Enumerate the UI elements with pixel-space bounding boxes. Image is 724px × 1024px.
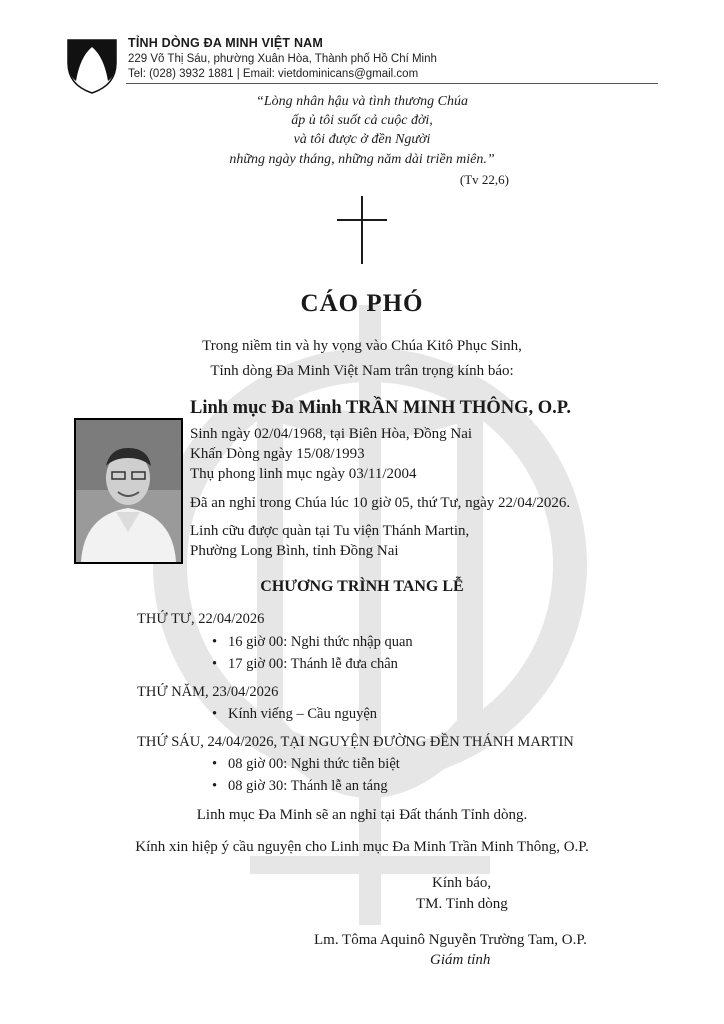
quote-reference: (Tv 22,6) <box>459 172 509 187</box>
quote-line: ấp ủ tôi suốt cả cuộc đời, <box>291 113 433 128</box>
header-divider <box>126 83 658 84</box>
prayer-request: Kính xin hiệp ý cầu nguyện cho Linh mục Đa Minh Trần Minh Thông, O.P. <box>135 839 589 855</box>
cross-icon-bar <box>337 219 387 221</box>
program-day: THỨ TƯ, 22/04/2026 <box>137 611 265 627</box>
program-item: • Kính viếng – Cầu nguyện <box>212 706 377 723</box>
deceased-name: Linh mục Đa Minh TRẦN MINH THÔNG, O.P. <box>190 398 572 418</box>
quote-line: và tôi được ở đền Người <box>293 132 431 147</box>
bio-passed: Đã an nghỉ trong Chúa lúc 10 giờ 05, thứ Tư, ngày 22/04/2026. <box>190 495 571 511</box>
org-name: TỈNH DÒNG ĐA MINH VIỆT NAM <box>128 36 324 50</box>
intro-line: Tỉnh dòng Đa Minh Việt Nam trân trọng kính báo: <box>210 363 514 379</box>
program-title: CHƯƠNG TRÌNH TANG LỄ <box>260 578 464 595</box>
program-item: • 16 giờ 00: Nghi thức nhập quan <box>212 634 413 651</box>
dominican-shield-logo <box>66 37 118 95</box>
program-item: • 17 giờ 00: Thánh lễ đưa chân <box>212 656 398 673</box>
quote-line: “Lòng nhân hậu và tình thương Chúa <box>256 94 468 109</box>
burial-note: Linh mục Đa Minh sẽ an nghỉ tại Đất thánh Tỉnh dòng. <box>196 807 528 823</box>
portrait-photo <box>74 418 183 564</box>
bio-ordained: Thụ phong linh mục ngày 03/11/2004 <box>190 466 417 482</box>
program-day: THỨ NĂM, 23/04/2026 <box>137 684 279 700</box>
bio-wake: Linh cữu được quàn tại Tu viện Thánh Martin, <box>190 523 470 539</box>
org-contact: Tel: (028) 3932 1881 | Email: vietdominicans@gmail.com <box>128 68 419 80</box>
program-item: • 08 giờ 30: Thánh lễ an táng <box>212 778 388 795</box>
on-behalf: TM. Tỉnh dòng <box>416 896 508 912</box>
bio-wake-location: Phường Long Bình, tỉnh Đồng Nai <box>190 543 399 559</box>
signer-name: Lm. Tôma Aquinô Nguyễn Trường Tam, O.P. <box>314 932 587 948</box>
bio-born: Sinh ngày 02/04/1968, tại Biên Hòa, Đồng Nai <box>190 426 473 442</box>
org-address: 229 Võ Thị Sáu, phường Xuân Hòa, Thành phố Hồ Chí Minh <box>128 53 437 65</box>
signer-role: Giám tỉnh <box>430 952 491 968</box>
page-title: CÁO PHÓ <box>300 290 424 317</box>
program-day: THỨ SÁU, 24/04/2026, TẠI NGUYỆN ĐƯỜNG ĐỀN THÁNH MARTIN <box>137 734 574 750</box>
closing: Kính báo, <box>432 875 492 891</box>
program-item: • 08 giờ 00: Nghi thức tiễn biệt <box>212 756 400 773</box>
bio-vows: Khấn Dòng ngày 15/08/1993 <box>190 446 365 462</box>
quote-line: những ngày tháng, những năm dài triền miên.” <box>229 152 495 167</box>
intro-line: Trong niềm tin và hy vọng vào Chúa Kitô Phục Sinh, <box>202 338 522 354</box>
cross-icon <box>361 196 363 264</box>
